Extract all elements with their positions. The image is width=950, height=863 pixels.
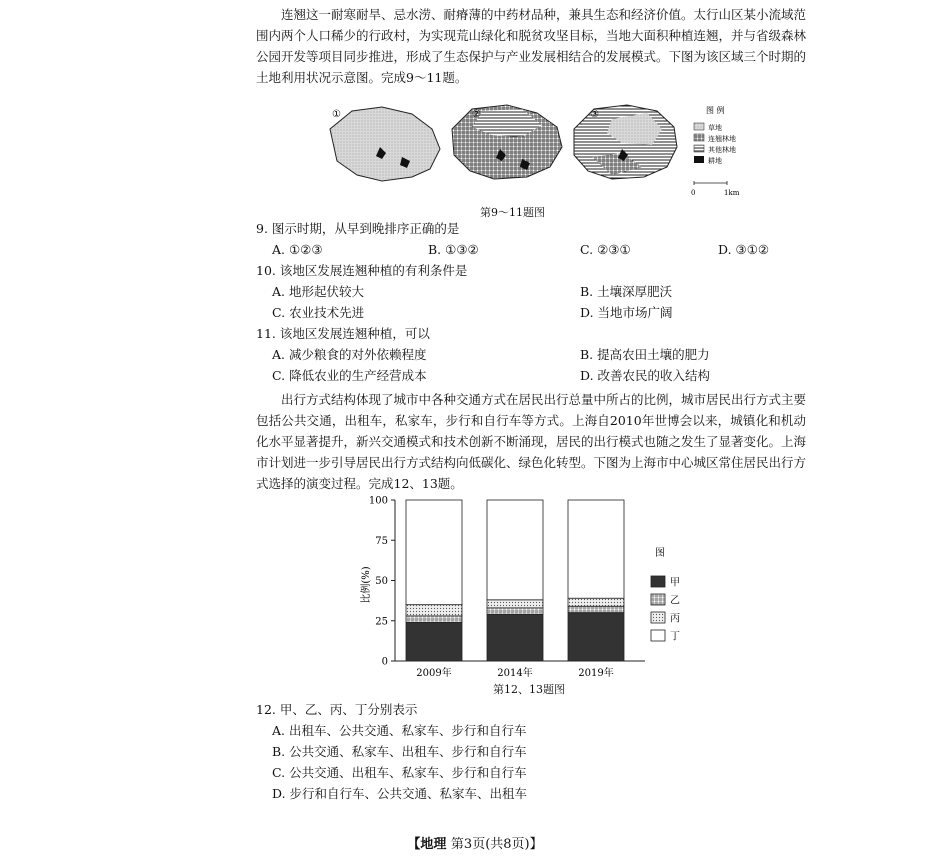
land-use-map-figure bbox=[322, 99, 782, 209]
q11-option-c: C. 降低农业的生产经营成本 bbox=[272, 368, 427, 383]
legend-swatch-grass bbox=[694, 123, 704, 130]
scale-end: 1km bbox=[724, 189, 740, 197]
x-tick-label: 2009年 bbox=[416, 668, 452, 679]
y-tick-label: 75 bbox=[375, 535, 388, 547]
map-panel-3 bbox=[574, 105, 677, 179]
q12-option-d: D. 步行和自行车、公共交通、私家车、出租车 bbox=[272, 786, 528, 801]
legend-label-乙: 乙 bbox=[670, 595, 680, 607]
q11-option-d: D. 改善农民的收入结构 bbox=[580, 368, 711, 383]
y-tick-label: 100 bbox=[368, 495, 388, 507]
q9-option-c: C. ②③① bbox=[580, 242, 631, 257]
legend-swatch-forest bbox=[694, 145, 704, 152]
q12-option-a: A. 出租车、公共交通、私家车、步行和自行车 bbox=[272, 723, 527, 738]
q10-option-c: C. 农业技术先进 bbox=[272, 305, 365, 320]
legend-swatch-丙 bbox=[651, 612, 665, 623]
bar-segment-丁-2019年 bbox=[568, 500, 624, 598]
q9-option-a: A. ①②③ bbox=[272, 242, 323, 257]
panel-label-1: ① bbox=[332, 109, 341, 120]
legend-swatch-farmland bbox=[694, 156, 704, 163]
travel-mode-chart bbox=[355, 490, 695, 680]
legend-swatch-丁 bbox=[651, 630, 665, 641]
page-footer bbox=[0, 833, 950, 852]
bar-segment-丙-2014年 bbox=[487, 600, 543, 608]
bar-segment-乙-2014年 bbox=[487, 608, 543, 614]
map-panel-2 bbox=[452, 105, 562, 179]
q11-option-b: B. 提高农田土壤的肥力 bbox=[580, 347, 710, 362]
y-tick-label: 0 bbox=[381, 656, 388, 668]
q10-option-d: D. 当地市场广阔 bbox=[580, 305, 673, 320]
footer-page: 第3页(共8页)】 bbox=[450, 837, 543, 852]
legend-label-forest: 其他林地 bbox=[708, 146, 736, 154]
legend-label-丁: 丁 bbox=[670, 631, 680, 643]
chart-legend-title: 图 bbox=[655, 548, 665, 559]
y-tick-label: 25 bbox=[375, 616, 388, 628]
question-10-stem: 10. 该地区发展连翘种植的有利条件是 bbox=[256, 263, 468, 278]
map-legend-title: 图 例 bbox=[706, 106, 725, 115]
bar-segment-丙-2009年 bbox=[406, 605, 462, 616]
x-tick-label: 2019年 bbox=[578, 668, 614, 679]
question-11-stem: 11. 该地区发展连翘种植，可以 bbox=[256, 326, 430, 341]
bar-segment-乙-2019年 bbox=[568, 606, 624, 612]
q10-option-a: A. 地形起伏较大 bbox=[272, 284, 364, 299]
passage-1: 连翘这一耐寒耐旱、忌水涝、耐瘠薄的中药材品种，兼具生态和经济价值。太行山区某小流域范围内两个人口稀少的行政村，为实现荒山绿化和脱贫攻坚目标，当地大面积种植连翘，并与省级森林公园开发等项目同步推进，形成了生态保护与产业发展相结合的发展模式。下图为该区域三个时期的土地利用状况示意图。完成9～11题。 bbox=[256, 7, 807, 85]
question-9-stem: 9. 图示时期，从早到晚排序正确的是 bbox=[256, 221, 460, 236]
q11-option-a: A. 减少粮食的对外依赖程度 bbox=[272, 347, 427, 362]
footer-subject: 【地理 bbox=[407, 837, 447, 852]
y-tick-label: 50 bbox=[375, 576, 388, 587]
q9-option-b: B. ①③② bbox=[428, 242, 479, 257]
legend-swatch-乙 bbox=[651, 594, 665, 605]
question-12-stem: 12. 甲、乙、丙、丁分别表示 bbox=[256, 702, 418, 717]
bar-segment-甲-2019年 bbox=[568, 613, 624, 661]
panel-label-3: ③ bbox=[590, 109, 599, 120]
passage-2: 出行方式结构体现了城市中各种交通方式在居民出行总量中所占的比例，城市居民出行方式主要包括公共交通，出租车，私家车，步行和自行车等方式。上海自2010年世博会以来，城镇化和机动化水平显著提升，新兴交通模式和技术创新不断涌现，居民的出行模式也随之发生了显著变化。上海市计划进一步引导居民出行方式结构向低碳化、绿色化转型。下图为上海市中心城区常住居民出行方式选择的演变过程。完成12、13题。 bbox=[256, 392, 807, 491]
bar-segment-乙-2009年 bbox=[406, 616, 462, 622]
legend-swatch-甲 bbox=[651, 576, 665, 587]
y-axis-label: 比例(%) bbox=[361, 566, 372, 604]
q12-option-b: B. 公共交通、私家车、出租车、步行和自行车 bbox=[272, 744, 527, 759]
legend-swatch-forsythia bbox=[694, 134, 704, 141]
bar-segment-丁-2009年 bbox=[406, 500, 462, 605]
legend-label-farmland: 耕地 bbox=[708, 157, 722, 165]
x-tick-label: 2014年 bbox=[497, 668, 533, 679]
bar-segment-丁-2014年 bbox=[487, 500, 543, 600]
map-legend bbox=[691, 105, 740, 197]
bar-segment-甲-2009年 bbox=[406, 622, 462, 661]
bar-segment-甲-2014年 bbox=[487, 614, 543, 661]
bar-segment-丙-2019年 bbox=[568, 598, 624, 606]
scale-bar bbox=[694, 181, 727, 185]
chart-caption: 第12、13题图 bbox=[493, 683, 565, 696]
legend-label-丙: 丙 bbox=[670, 613, 680, 625]
q10-option-b: B. 土壤深厚肥沃 bbox=[580, 284, 673, 299]
q12-option-c: C. 公共交通、出租车、私家车、步行和自行车 bbox=[272, 765, 527, 780]
legend-label-forsythia: 连翘林地 bbox=[708, 135, 736, 143]
map-panel-1 bbox=[330, 107, 440, 181]
legend-label-甲: 甲 bbox=[670, 577, 680, 589]
q9-option-d: D. ③①② bbox=[718, 242, 770, 257]
panel-label-2: ② bbox=[472, 109, 481, 120]
map-caption: 第9～11题图 bbox=[480, 206, 545, 219]
legend-label-grass: 草地 bbox=[708, 124, 722, 132]
scale-start: 0 bbox=[691, 189, 696, 197]
